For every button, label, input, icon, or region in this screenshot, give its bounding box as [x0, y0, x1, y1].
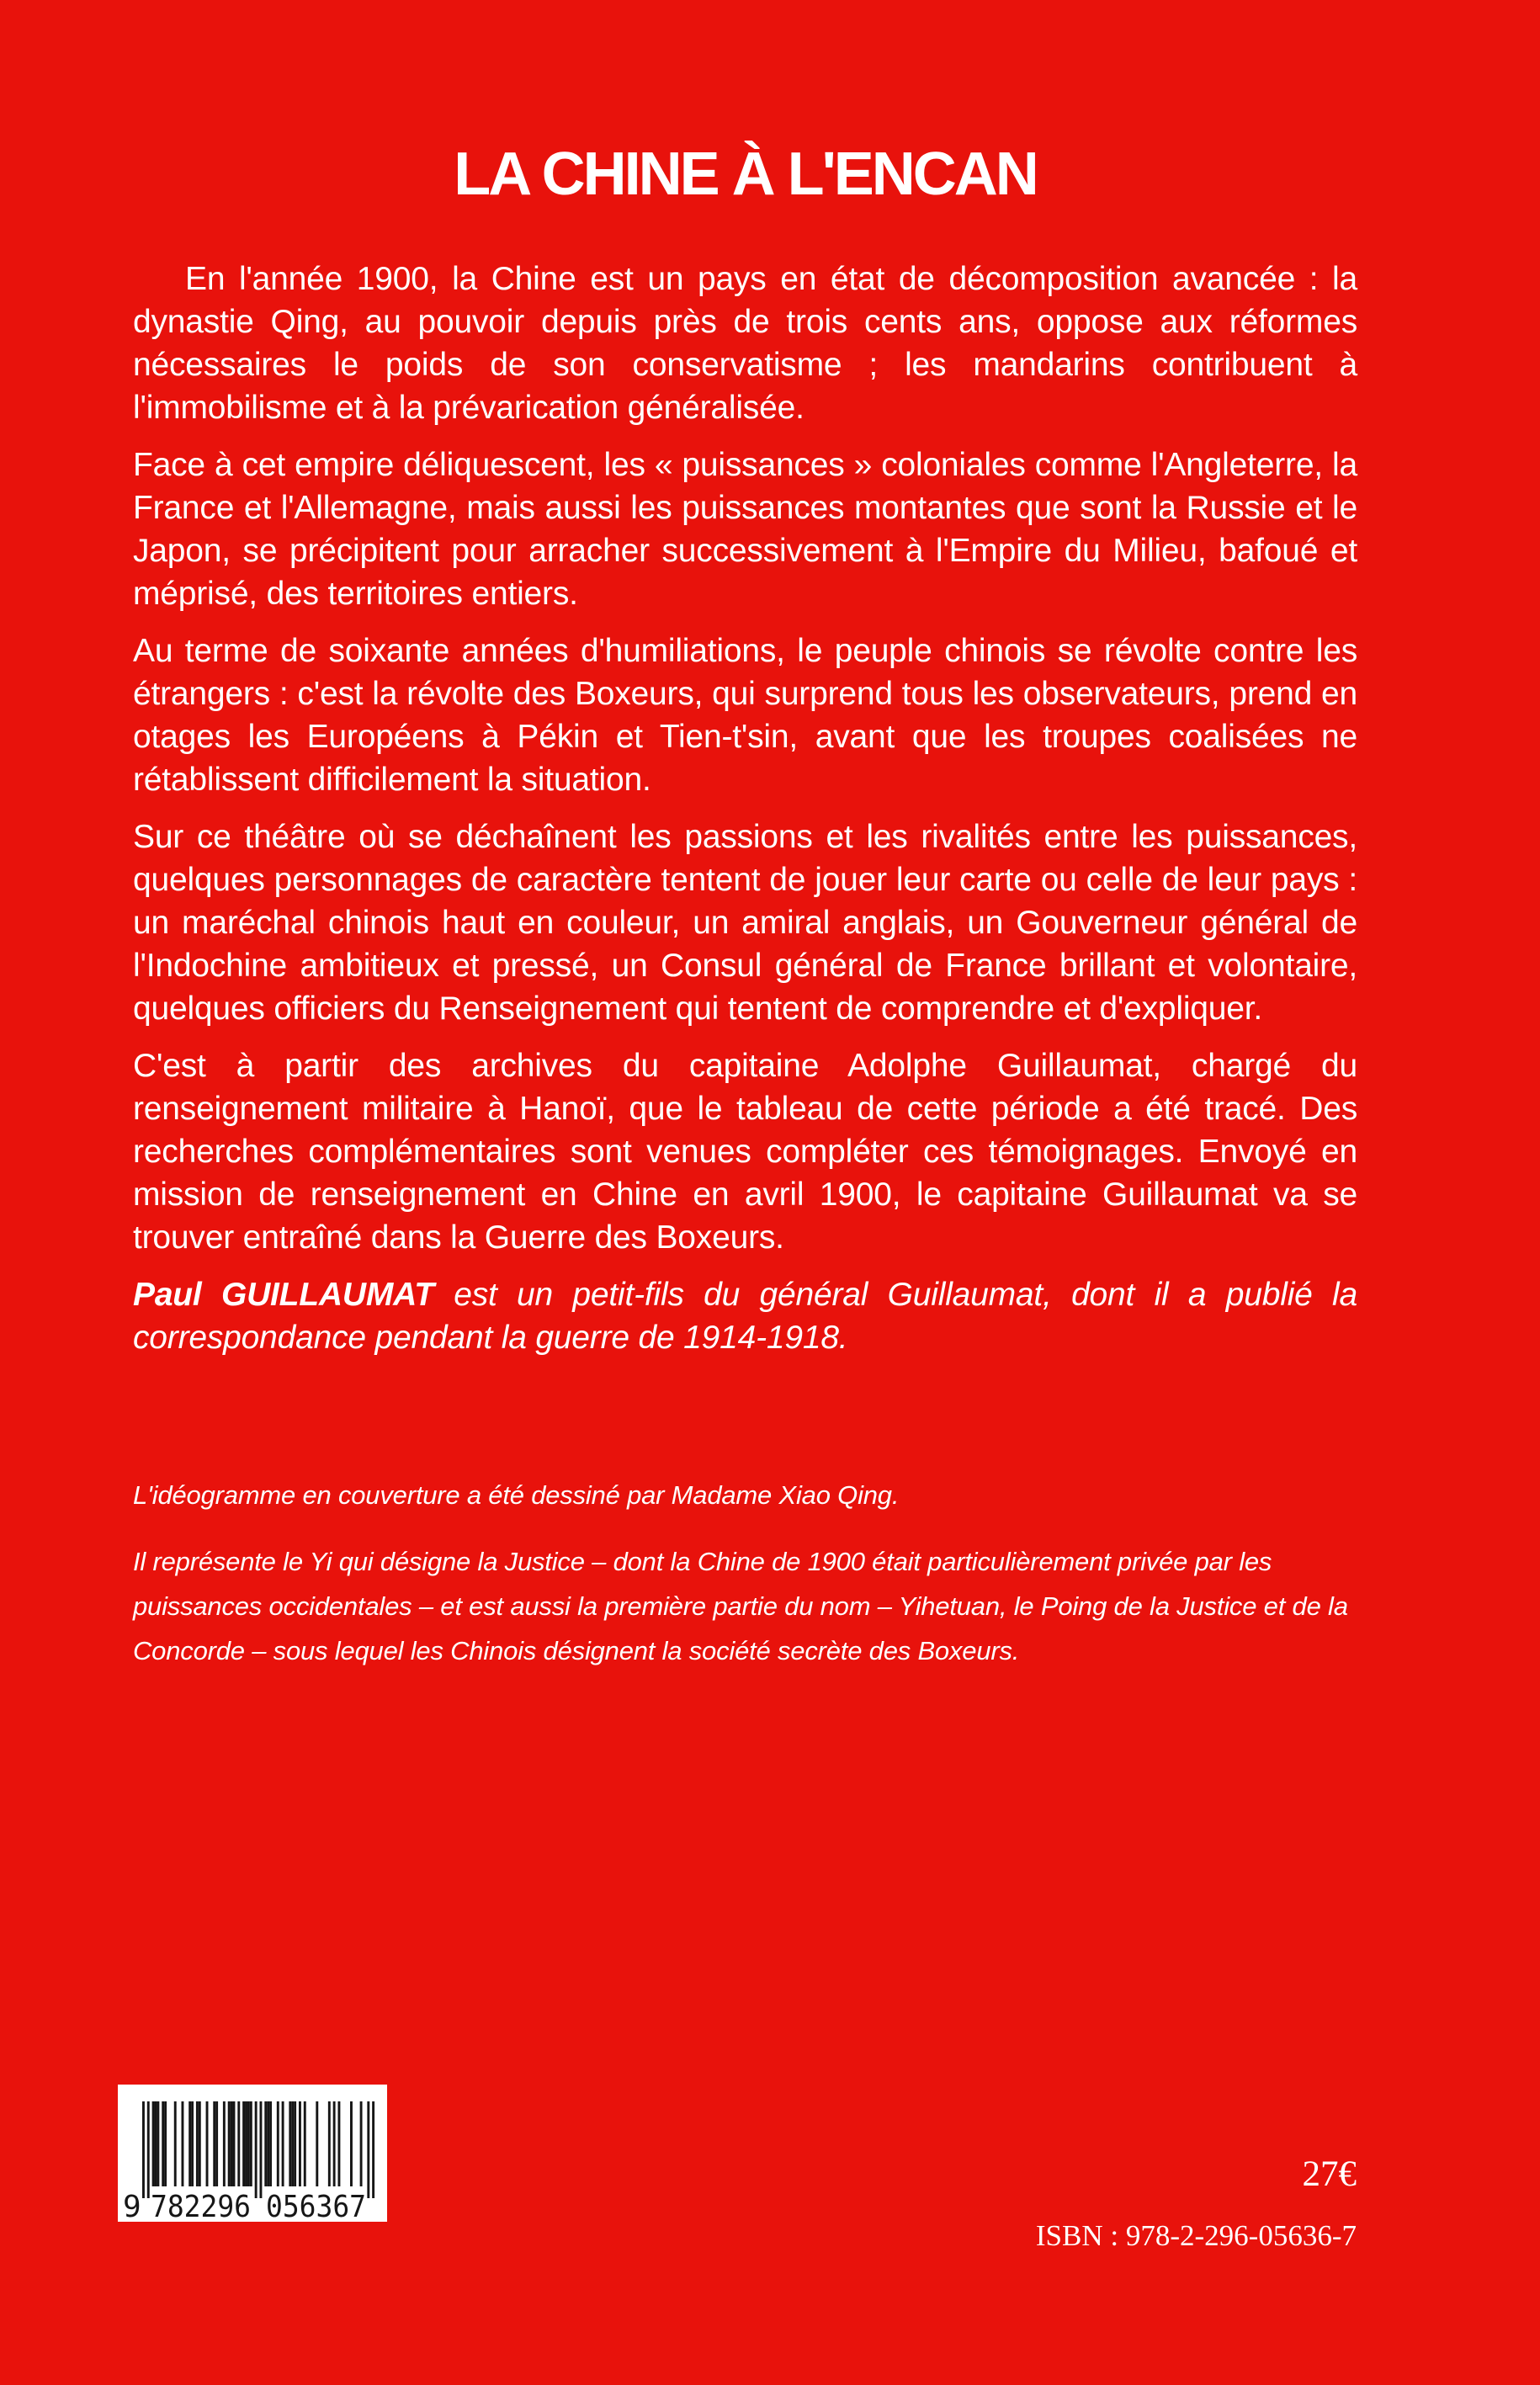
author-note [133, 1273, 1357, 1359]
synopsis-text [133, 258, 1357, 1373]
synopsis-paragraph-4: Sur ce théâtre où se déchaînent les passions et les rivalités entre les puissances, quelques personnages de caractère tentent de jouer leur carte ou celle de leur pays : un maréchal chinois haut en couleur, un amiral anglais, un Gouverneur général de l'Indochine ambitieux et pressé, un Consul général de France brillant et volontaire, quelques officiers du Renseignement qui tentent de comprendre et d'expliquer. [133, 819, 1357, 1027]
barcode [118, 2085, 387, 2222]
synopsis-paragraph-2: Face à cet empire déliquescent, les « puissances » coloniales comme l'Angleterre, la France et l'Allemagne, mais aussi les puissances montantes que sont la Russie et le Japon, se précipitent pour arracher successivement à l'Empire du Milieu, bafoué et méprisé, des territoires entiers. [133, 447, 1357, 612]
author-name: Paul GUILLAUMAT [133, 1277, 434, 1313]
ideogram-meaning-note: Il représente le Yi qui désigne la Justice – dont la Chine de 1900 était particulièrement privée par les puissances occidentales – et est aussi la première partie du nom – Yihetuan, le Poing de la Justice et de la Concorde – sous lequel les Chinois désignent la société secrète des Boxeurs. [133, 1547, 1348, 1665]
barcode-digit-leading: 9 [123, 2190, 141, 2222]
barcode-digits-right: 056367 [266, 2190, 366, 2222]
book-title: LA CHINE À L'ENCAN [454, 141, 1037, 208]
cover-notes [133, 1473, 1370, 1673]
ideogram-credit-note: L'idéogramme en couverture a été dessiné par Madame Xiao Qing. [133, 1480, 900, 1510]
synopsis-paragraph-1: En l'année 1900, la Chine est un pays en état de décomposition avancée : la dynastie Qing, au pouvoir depuis près de trois cents ans, oppose aux réformes nécessaires le poids de son conservatisme ; les mandarins contribuent à l'immobilisme et à la prévarication généralisée. [133, 261, 1357, 426]
barcode-digits-left: 782296 [151, 2190, 251, 2222]
isbn-label: ISBN : 978-2-296-05636-7 [1035, 2219, 1357, 2252]
ean13-barcode [118, 2085, 387, 2222]
price-isbn-block [1036, 2156, 1357, 2251]
synopsis-paragraph-5: C'est à partir des archives du capitaine Adolphe Guillaumat, chargé du renseignement militaire à Hanoï, que le tableau de cette période a été tracé. Des recherches complémentaires sont venues compléter ces témoignages. Envoyé en mission de renseignement en Chine en avril 1900, le capitaine Guillaumat va se trouver entraîné dans la Guerre des Boxeurs. [133, 1048, 1357, 1256]
price-label: 27€ [1302, 2154, 1357, 2194]
synopsis-paragraph-3: Au terme de soixante années d'humiliations, le peuple chinois se révolte contre les étrangers : c'est la révolte des Boxeurs, qui surprend tous les observateurs, prend en otages les Européens à Pékin et Tien-t'sin, avant que les troupes coalisées ne rétablissent difficilement la situation. [133, 633, 1357, 798]
author-note-text: est un petit-fils du général Guillaumat, dont il a publié la correspondance pendant la guerre de 1914-1918. [133, 1277, 1357, 1356]
